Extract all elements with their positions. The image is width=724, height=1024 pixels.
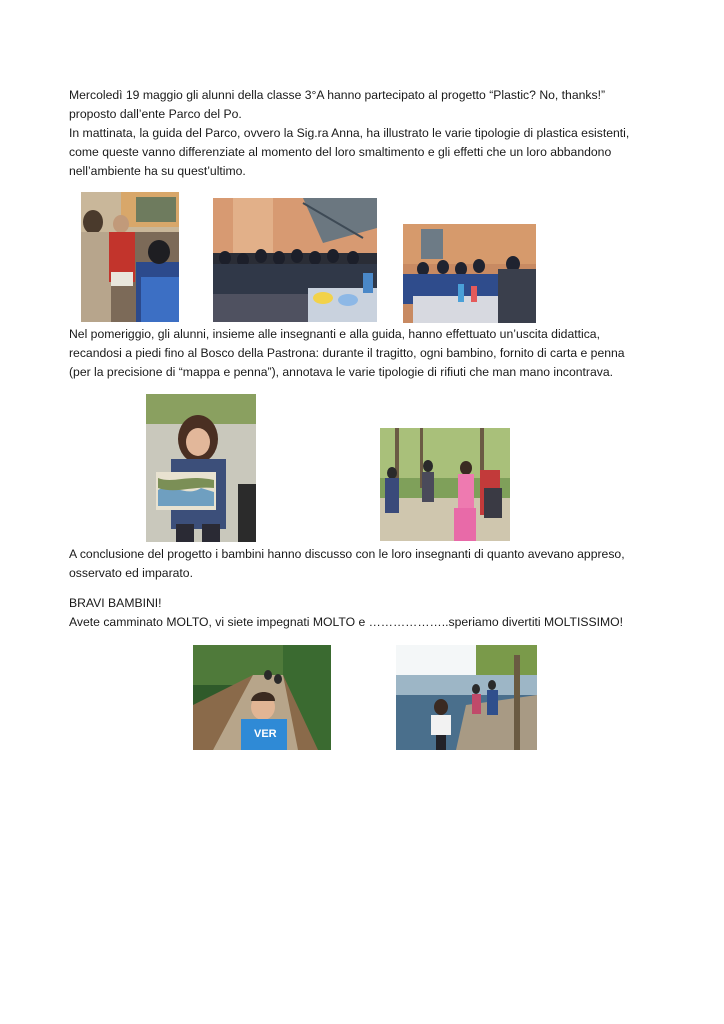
text-line: proposto dall’ente Parco del Po. (69, 107, 242, 121)
photo-children-courtyard (213, 198, 377, 322)
text-line: A conclusione del progetto i bambini hanno discusso con le loro insegnanti di quanto avevano appreso, (69, 547, 625, 561)
text-line: (per la precisione di “mappa e penna”), annotava le varie tipologie di rifiuti che man mano incontrava. (69, 365, 613, 379)
text-line: osservato ed imparato. (69, 566, 193, 580)
photo-children-woods (380, 428, 510, 541)
photo-children-lakeside (396, 645, 537, 750)
photo-classroom-activity (403, 224, 536, 323)
closing-paragraph (69, 594, 649, 632)
text-line: recandosi a piedi fino al Bosco della Pastrona: durante il tragitto, ogni bambino, fornito di carta e penna (69, 346, 625, 360)
shirt-print-text: VER (254, 728, 277, 740)
intro-paragraph (69, 86, 649, 181)
text-line: Avete camminato MOLTO, vi siete impegnati MOLTO e ………………..speriamo divertiti MOLTISSIMO! (69, 615, 624, 629)
text-line: Nel pomeriggio, gli alunni, insieme alle insegnanti e alla guida, hanno effettuato un’uscita didattica, (69, 327, 600, 341)
text-line: In mattinata, la guida del Parco, ovvero la Sig.ra Anna, ha illustrato le varie tipologie di plastica esistenti, (69, 126, 630, 140)
photo-boy-on-bridge (193, 645, 331, 750)
afternoon-paragraph (69, 325, 649, 382)
text-line: come queste vanno differenziate al momento del loro smaltimento e gli effetti che un loro abbandono (69, 145, 612, 159)
conclusion-paragraph (69, 545, 649, 583)
closing-heading: BRAVI BAMBINI! (69, 596, 162, 610)
photo-guide-with-children (81, 192, 179, 322)
photo-girl-with-map (146, 394, 256, 542)
text-line: Mercoledì 19 maggio gli alunni della classe 3°A hanno partecipato al progetto “Plastic? No, thanks!” (69, 88, 606, 102)
text-line: nell’ambiente ha su quest’ultimo. (69, 164, 246, 178)
